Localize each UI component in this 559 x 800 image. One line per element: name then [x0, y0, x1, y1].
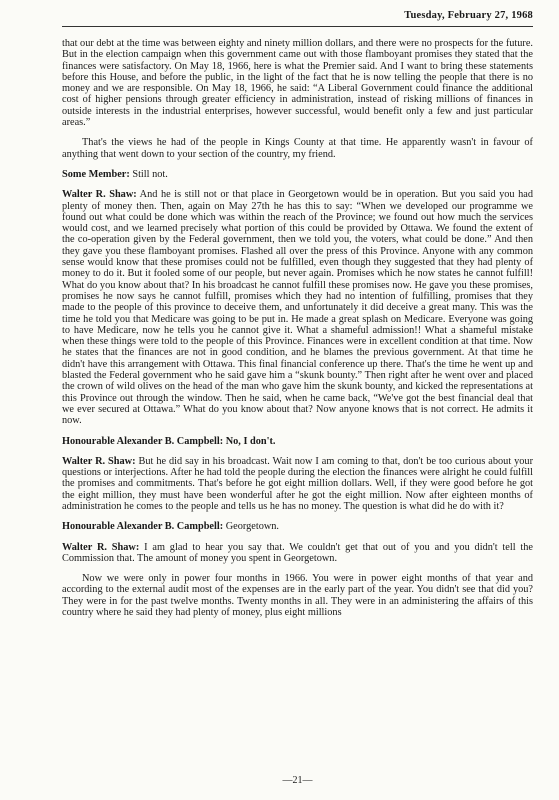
- speaker-name: Walter R. Shaw:: [62, 541, 140, 553]
- paragraph-text: Georgetown.: [225, 521, 280, 533]
- paragraph: [62, 521, 533, 532]
- paragraph-text: But he did say in his broadcast. Wait now I am coming to that, don't be too curious about your questions or interjections. After he had told the people during the election the finances were alright he could fulfill the promises and commitments. That's before he got eight million dollars. Well, if they were good before he got the eight million, they must have been wonderful after he got the eight million. Now after eighteen months of administration he comes to the people and tells us he has no money. The question is what did he do with it?: [62, 455, 534, 512]
- paragraph-text: And he is still not or that place in Georgetown would be in operation. But you said you had plenty of money then. Then, again on May 27th he has this to say: “When we developed our programme we found out what could be done which was within the reach of the Province; we found out how much the services would cost, and we learned precisely what portion of this could be provided by Ottawa. We found the extent of the co-operation given by the Federal government, then we told you, the voters, what could be done.” And then they gave you these flamboyant promises. Flashed all over the press of this Province. Anyone with any common sense would know that these promises could not be fulfilled, even though they suggested that they had plenty of money to do it. But it fooled some of our people, but never again. Promises which he now states he cannot fulfill! What do you know about that? In his broadcast he cannot fulfill these promises now. He gave you these promises, promises he now says he cannot fulfill, promises which they had no intention of fulfilling, promises that they made to the people of this province to deceive them, and unfortunately it did deceive a great many. This was the time he told you that Medicare was going to be put in. He made a great splash on Medicare. Everyone was going to have Medicare, now he tells you he cannot give it. What a shameful admission!! What a shameful mistake when these things were told to the people of this Province. Finances were in excellent condition at that time. Now he states that the finances are not in good condition, and he blames the previous government. At that time he didn't have this arrangement with Ottawa. This final financial conference up there. That's the time he went up and blasted the Federal government who he said gave him a “skunk bounty.” Then right after he went over and placed the crown of wild olives on the head of the man who gave him the skunk bounty, and kicked the representations at this Province out through the window. Then he said, when he came back, “We've got the best financial deal that we ever secured at Ottawa.” What do you know about that? Now anyone knows that is not correct. He admits it now.: [62, 189, 533, 427]
- paragraph: [62, 189, 533, 426]
- paragraph: [62, 436, 533, 447]
- paragraph: [62, 456, 533, 512]
- paragraph-text: That's the views he had of the people in Kings County at that time. He apparently wasn't in favour of anything that went down to your section of the country, my friend.: [62, 137, 533, 160]
- paragraph: [62, 169, 533, 180]
- speaker-name: Some Member:: [62, 168, 130, 180]
- paragraph: [62, 38, 533, 128]
- paragraph: [62, 137, 533, 160]
- speaker-name: Honourable Alexander B. Campbell:: [62, 435, 224, 447]
- page-header-date: Tuesday, February 27, 1968: [404, 10, 533, 21]
- paragraph-text: I am glad to hear you say that. We couldn't get that out of you and you didn't tell the Commission that. The amount of money you spent in Georgetown.: [62, 541, 533, 564]
- paragraph: [62, 573, 533, 618]
- speaker-name: Walter R. Shaw:: [62, 189, 137, 201]
- page-number: —21—: [282, 775, 313, 786]
- speaker-name: Walter R. Shaw:: [62, 455, 136, 467]
- paragraph-text: Still not.: [132, 168, 168, 180]
- paragraph: [62, 542, 533, 565]
- paragraph-text: that our debt at the time was between eighty and ninety million dollars, and there were no prospects for the future. But in the election campaign when this government came out with those flamboyant promises they stated that the finances were satisfactory. On May 18, 1966, here is what the Premier said. And I want to bring these statements before this House, and before the public, in the light of the fact that he is now telling the people that there is no money and we are responsible. On May 18, 1966, he said: “A Liberal Government could finance the additional cost of higher pensions through greater efficiency in administration, instead of risking millions of finances in outside interests in the industrial enterprises, however successful, would benefit only a few and just particular areas.”: [62, 38, 533, 129]
- transcript-body: [62, 38, 533, 627]
- header-divider: [62, 26, 533, 27]
- paragraph-text: No, I don't.: [225, 435, 276, 447]
- speaker-name: Honourable Alexander B. Campbell:: [62, 521, 224, 533]
- paragraph-text: Now we were only in power four months in 1966. You were in power eight months of that year and according to the external audit most of the expenses are in the early part of the year. You didn't see that did you? They were in for the past twelve months. Twenty months in all. They were in an administering the affairs of this country where he said they had plenty of money, plus eight millions: [62, 573, 533, 619]
